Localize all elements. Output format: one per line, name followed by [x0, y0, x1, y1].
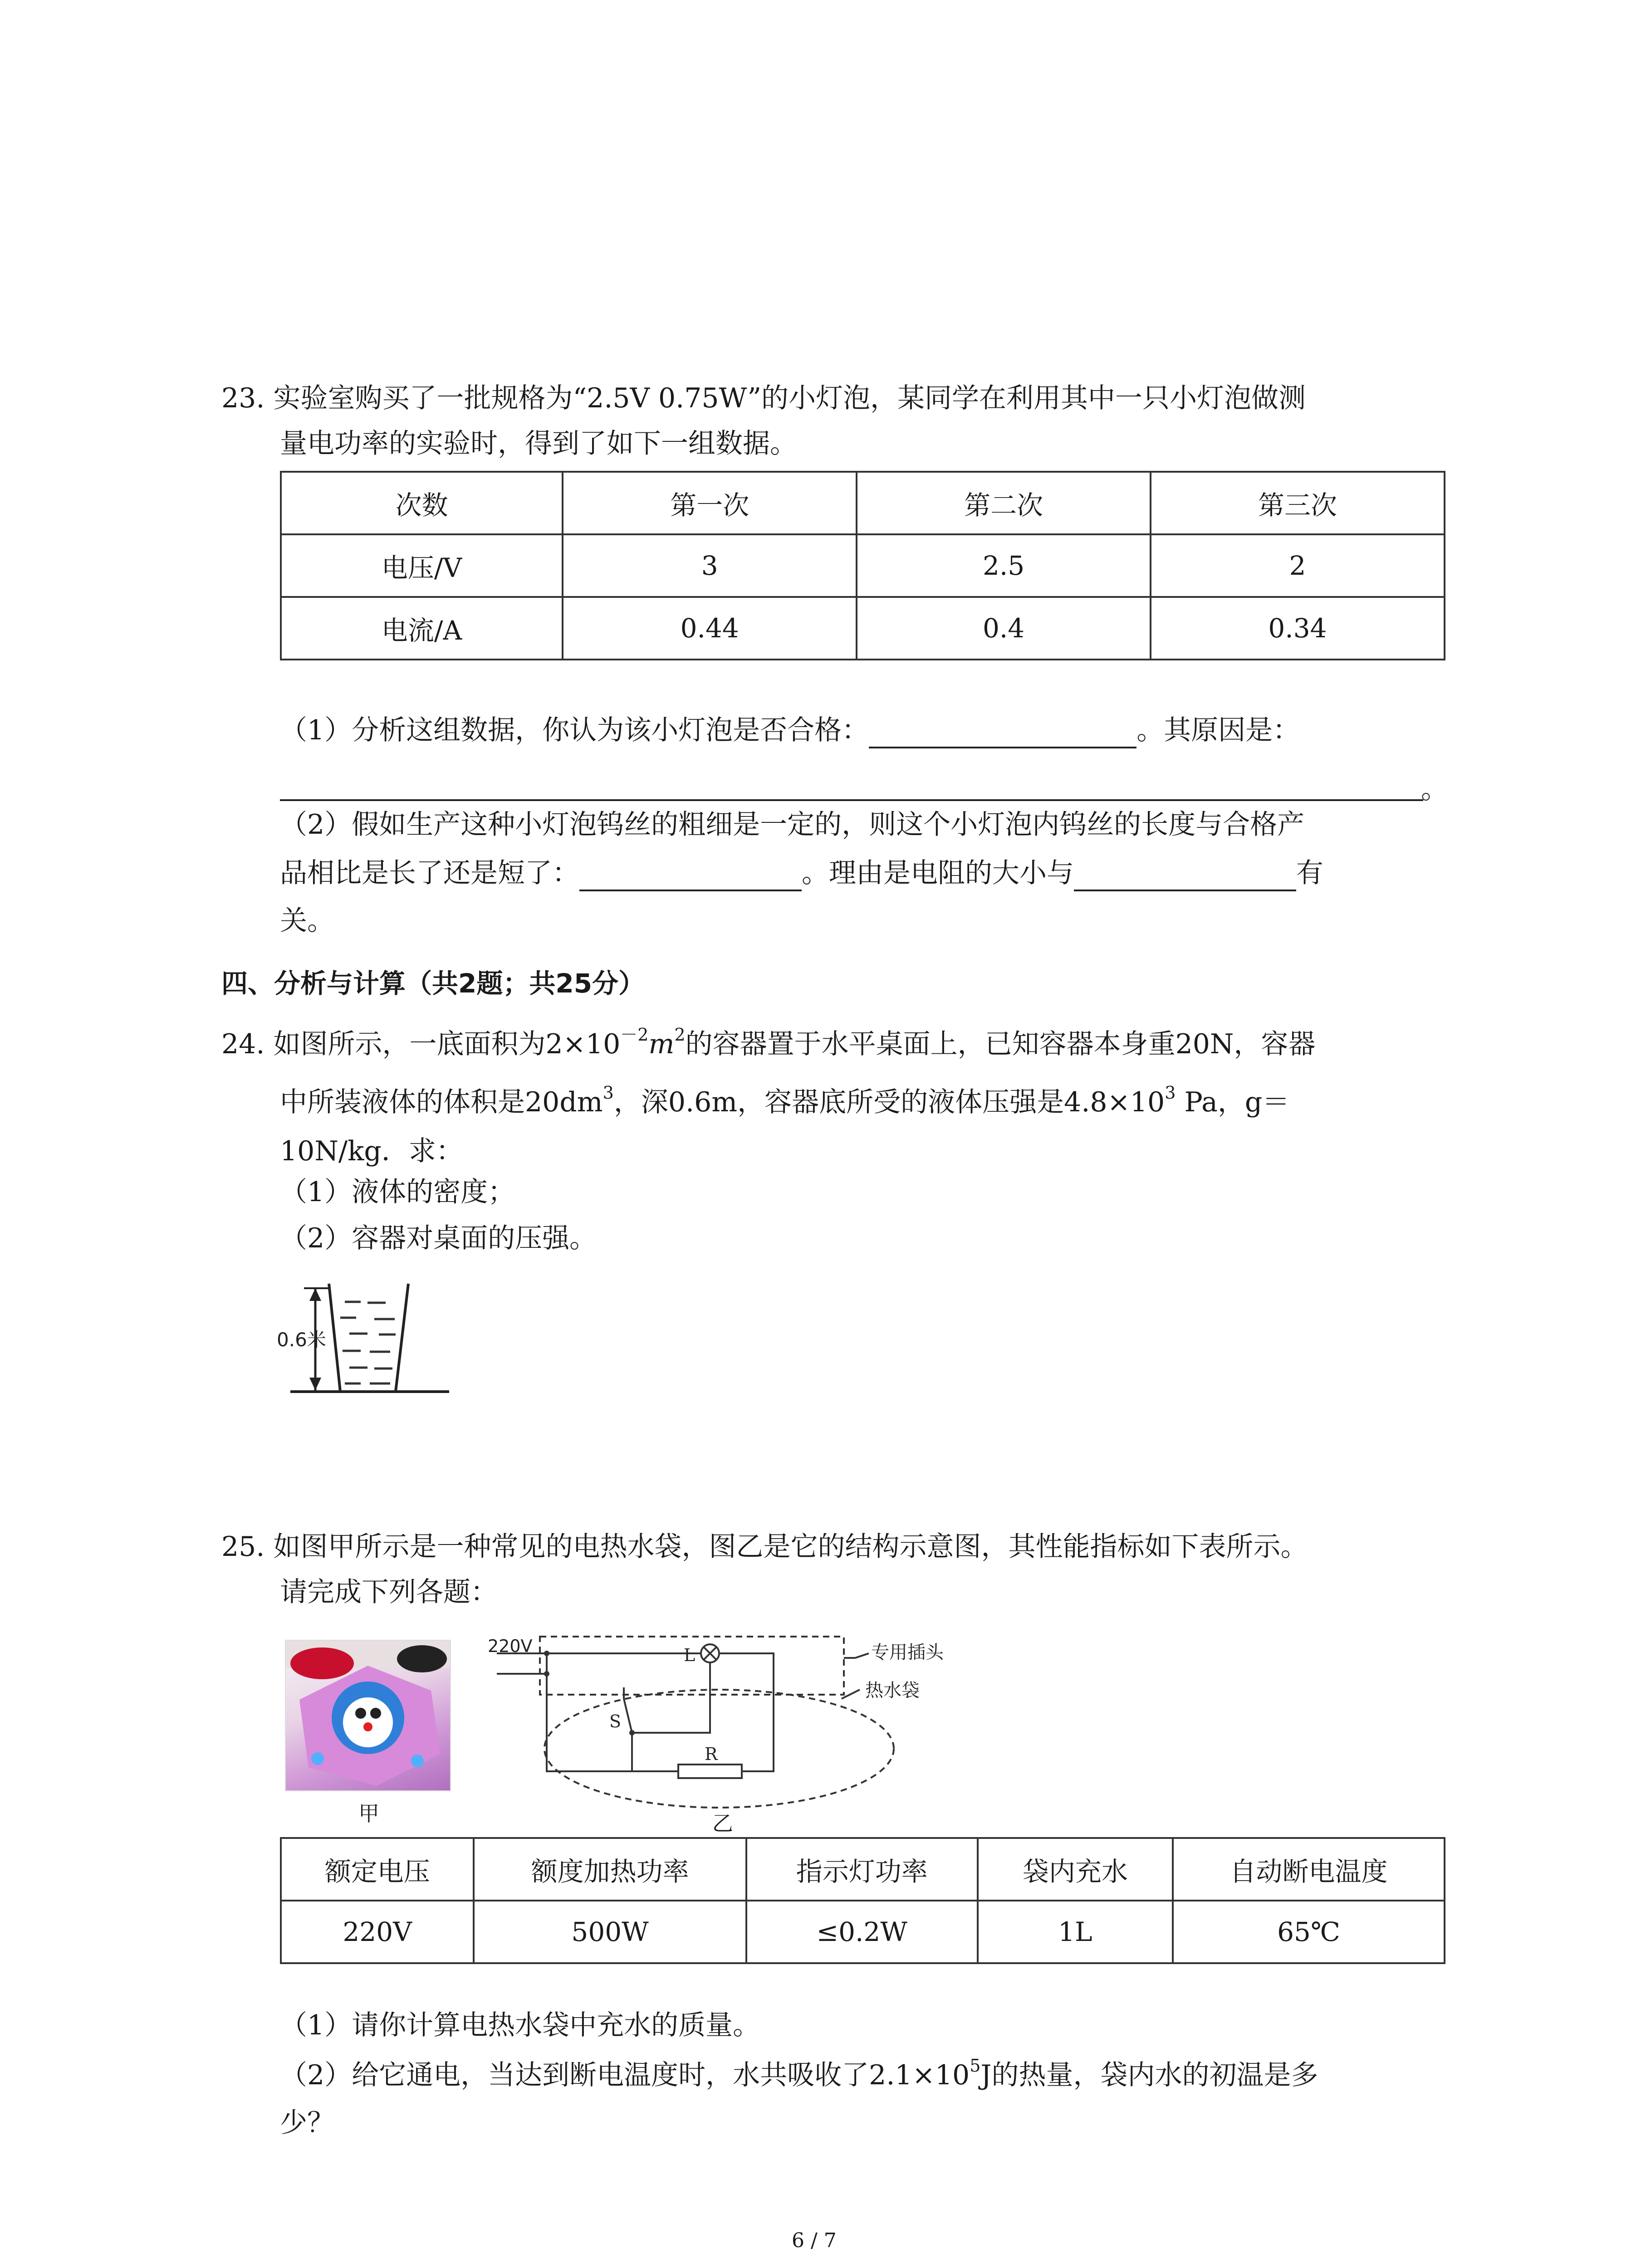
- q24-line1-part: 的容器置于水平桌面上，已知容器本身重20N，容器: [685, 1028, 1316, 1060]
- bag-label: 热水袋: [865, 1680, 920, 1701]
- hot-water-bag-photo: [285, 1640, 451, 1791]
- answer-blank-length[interactable]: [579, 861, 802, 891]
- depth-label: 0.6米: [277, 1329, 326, 1351]
- figure-label-jia: 甲: [358, 1801, 379, 1826]
- liquid-lines: [340, 1302, 396, 1383]
- superscript: 2: [674, 1025, 686, 1045]
- answer-blank-factor[interactable]: [1074, 861, 1296, 891]
- q23-sub2-reason-text: 。理由是电阻的大小与: [802, 857, 1074, 889]
- table-row: [281, 534, 1445, 597]
- q23-sub2-line2: [280, 855, 1323, 891]
- answer-blank-reason[interactable]: [280, 799, 1423, 801]
- q24-sub2: （2）容器对桌面的压强。: [280, 1222, 597, 1254]
- table-cell: 220V: [281, 1901, 474, 1963]
- circuit-diagram: [488, 1628, 1014, 1819]
- table-cell: ≤0.2W: [746, 1901, 978, 1963]
- table-cell: 500W: [474, 1901, 746, 1963]
- resistor-label: R: [705, 1744, 718, 1764]
- table-cell: 65℃: [1173, 1901, 1445, 1963]
- table-cell: 电压/V: [281, 534, 563, 597]
- table-cell: 电流/A: [281, 597, 563, 660]
- q25-sub2-part: J的热量，袋内水的初温是多: [980, 2059, 1318, 2091]
- table-cell: 0.4: [857, 597, 1151, 660]
- q24-line2-part: ，深0.6m，容器底所受的液体压强是4.8×10: [613, 1086, 1165, 1118]
- q23-sub2-line3: 关。: [280, 905, 334, 937]
- table-cell: 2: [1151, 534, 1445, 597]
- q23-sub2-line1: （2）假如生产这种小灯泡钨丝的粗细是一定的，则这个小灯泡内钨丝的长度与合格产: [280, 809, 1305, 841]
- q25-sub2-part: （2）给它通电，当达到断电温度时，水共吸收了2.1×10: [280, 2059, 970, 2091]
- q24-line2-part: Pa，g＝: [1176, 1086, 1290, 1118]
- plug-label: 专用插头: [871, 1642, 944, 1663]
- table-cell: 0.44: [563, 597, 857, 660]
- table-row: [281, 1901, 1445, 1963]
- superscript: 3: [1165, 1083, 1176, 1103]
- q24-line1: [221, 1026, 1315, 1062]
- table-header-cell: 指示灯功率: [746, 1838, 978, 1901]
- hot-water-bag-illustration: [286, 1641, 450, 1790]
- q23-sub2-tail: 有: [1296, 857, 1323, 889]
- q24-line1-part: 24. 如图所示，一底面积为2×10: [221, 1028, 621, 1060]
- container-figure: [277, 1270, 467, 1402]
- section-title: 四、分析与计算（共2题；共25分）: [221, 968, 645, 999]
- q25-line1: 25. 如图甲所示是一种常见的电热水袋，图乙是它的结构示意图，其性能指标如下表所示。: [221, 1531, 1308, 1563]
- table-header-cell: 袋内充水: [978, 1838, 1173, 1901]
- q23-line2: 量电功率的实验时，得到了如下一组数据。: [280, 428, 797, 459]
- table-cell: 3: [563, 534, 857, 597]
- q25-sub2-line2: 少？: [280, 2107, 334, 2139]
- q25-sub2-line1: [280, 2057, 1318, 2093]
- table-cell: 2.5: [857, 534, 1151, 597]
- q25-sub1: （1）请你计算电热水袋中充水的质量。: [280, 2009, 760, 2041]
- q25-line2: 请完成下列各题：: [280, 1576, 498, 1608]
- q23-sub1: [280, 712, 1300, 748]
- q23-sub1-reason-label: 。其原因是：: [1136, 714, 1300, 746]
- q24-line1-part: m: [648, 1028, 675, 1060]
- q24-line2-part: 中所装液体的体积是20dm: [280, 1086, 603, 1118]
- table-header-row: [281, 472, 1445, 534]
- superscript: －2: [620, 1025, 649, 1045]
- table-header-cell: 自动断电温度: [1173, 1838, 1445, 1901]
- q23-line1: 23. 实验室购买了一批规格为“2.5V 0.75W”的小灯泡，某同学在利用其中一只小灯泡做测: [221, 382, 1306, 414]
- q24-sub1: （1）液体的密度；: [280, 1176, 515, 1208]
- q23-sub2-text: 品相比是长了还是短了：: [280, 857, 579, 889]
- table-header-row: [281, 1838, 1445, 1901]
- bag-ellipse: [544, 1690, 894, 1808]
- table-cell: 0.34: [1151, 597, 1445, 660]
- table-header-cell: 第三次: [1151, 472, 1445, 534]
- q24-line3: 10N/kg．求：: [280, 1135, 463, 1167]
- superscript: 3: [603, 1083, 614, 1103]
- voltage-label: 220V: [488, 1636, 533, 1656]
- q23-sub1-text: （1）分析这组数据，你认为该小灯泡是否合格：: [280, 714, 869, 746]
- container-right-wall: [396, 1284, 408, 1392]
- page-number: 6 / 7: [792, 2229, 837, 2252]
- table-header-cell: 第一次: [563, 472, 857, 534]
- answer-blank-qualified[interactable]: [869, 719, 1136, 748]
- container-left-wall: [329, 1284, 340, 1392]
- q24-line2: [280, 1084, 1289, 1120]
- table-row: [281, 597, 1445, 660]
- superscript: 5: [970, 2056, 981, 2076]
- lamp-label: L: [684, 1645, 696, 1665]
- table-header-cell: 次数: [281, 472, 563, 534]
- figure-label-yi: 乙: [712, 1811, 733, 1836]
- q23-sub1-end: 。: [1421, 773, 1448, 805]
- resistor-symbol: [678, 1765, 742, 1778]
- q23-data-table: [280, 471, 1445, 660]
- table-header-cell: 第二次: [857, 472, 1151, 534]
- switch-label: S: [609, 1711, 622, 1731]
- table-cell: 1L: [978, 1901, 1173, 1963]
- table-header-cell: 额定电压: [281, 1838, 474, 1901]
- table-header-cell: 额度加热功率: [474, 1838, 746, 1901]
- q25-spec-table: [280, 1837, 1445, 1964]
